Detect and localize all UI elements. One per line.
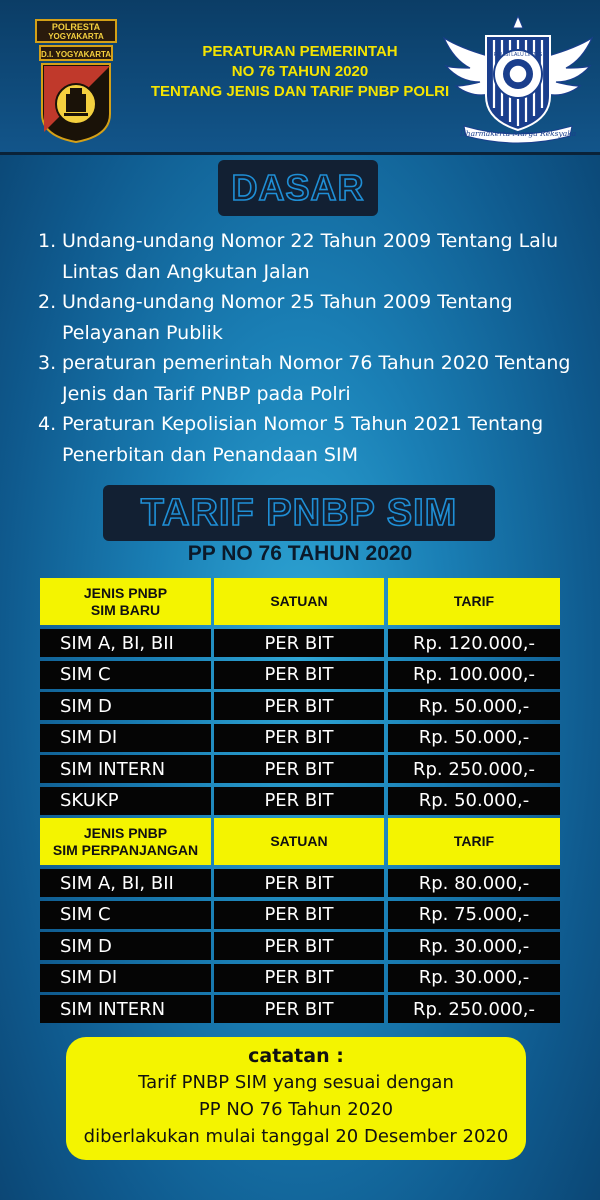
- header-title-line: TENTANG JENIS DAN TARIF PNBP POLRI: [150, 83, 450, 100]
- dasar-heading-box: [218, 160, 378, 216]
- table-cell-tarif: Rp. 30.000,-: [388, 932, 560, 960]
- table-header-cell: TARIF: [388, 578, 560, 625]
- left-logo-line1: POLRESTA: [51, 22, 101, 32]
- dasar-item-number: 4.: [38, 413, 57, 435]
- header-title-line: NO 76 TAHUN 2020: [231, 63, 369, 80]
- dasar-item-number: 1.: [38, 230, 57, 252]
- table-cell-jenis: SIM A, BI, BII: [40, 629, 211, 657]
- left-logo-line3: D.I. YOGYAKARTA: [40, 50, 112, 59]
- table-cell-satuan: PER BIT: [214, 995, 384, 1023]
- table-cell-jenis: SIM DI: [40, 964, 211, 992]
- table-cell-jenis: SIM A, BI, BII: [40, 869, 211, 897]
- dasar-item: [38, 409, 578, 470]
- catatan-line: PP NO 76 Tahun 2020: [198, 1099, 394, 1120]
- table-header-cell: SATUAN: [214, 578, 384, 625]
- catatan-line: Tarif PNBP SIM yang sesuai dengan: [138, 1072, 454, 1093]
- dasar-item: [38, 287, 578, 348]
- table-cell-tarif: Rp. 100.000,-: [388, 661, 560, 689]
- dasar-item: [38, 348, 578, 409]
- table-cell-satuan: PER BIT: [214, 869, 384, 897]
- dasar-item-text: Undang-undang Nomor 25 Tahun 2009 Tentang Pelayanan Publik: [62, 291, 513, 344]
- table-cell-satuan: PER BIT: [214, 724, 384, 752]
- table-cell-tarif: Rp. 50.000,-: [388, 787, 560, 815]
- table-cell-jenis: SIM C: [40, 661, 211, 689]
- header-banner: [0, 0, 600, 155]
- polresta-yogyakarta-badge-icon: [30, 14, 122, 144]
- table-cell-tarif: Rp. 30.000,-: [388, 964, 560, 992]
- dasar-item: [38, 226, 578, 287]
- table-cell-tarif: Rp. 80.000,-: [388, 869, 560, 897]
- table-cell-jenis: SIM D: [40, 692, 211, 720]
- catatan-box: [66, 1037, 526, 1160]
- table-cell-tarif: Rp. 75.000,-: [388, 901, 560, 929]
- table-cell-tarif: Rp. 250.000,-: [388, 995, 560, 1023]
- table-cell-jenis: SIM INTERN: [40, 995, 211, 1023]
- table-cell-jenis: SIM C: [40, 901, 211, 929]
- table-cell-tarif: Rp. 120.000,-: [388, 629, 560, 657]
- polisi-lalu-lintas-emblem-icon: [440, 8, 596, 148]
- dasar-item-text: Undang-undang Nomor 22 Tahun 2009 Tentang Lalu Lintas dan Angkutan Jalan: [62, 230, 559, 283]
- right-logo-ring-text: POLISI LALU LINTAS: [493, 52, 543, 58]
- table-cell-jenis: SIM INTERN: [40, 755, 211, 783]
- table-header-cell: TARIF: [388, 818, 560, 865]
- table-cell-satuan: PER BIT: [214, 964, 384, 992]
- table-cell-tarif: Rp. 50.000,-: [388, 692, 560, 720]
- right-logo-motto: Dharmakerta Marga Reksyaka: [459, 129, 577, 138]
- catatan-title: catatan :: [248, 1045, 344, 1067]
- table-cell-satuan: PER BIT: [214, 661, 384, 689]
- dasar-item-number: 2.: [38, 291, 57, 313]
- dasar-list: [38, 226, 578, 470]
- dasar-heading: DASAR: [231, 167, 365, 208]
- table-cell-satuan: PER BIT: [214, 692, 384, 720]
- table-cell-satuan: PER BIT: [214, 787, 384, 815]
- table-cell-satuan: PER BIT: [214, 629, 384, 657]
- table-cell-satuan: PER BIT: [214, 932, 384, 960]
- left-logo-line2: YOGYAKARTA: [48, 32, 104, 41]
- table-cell-jenis: SIM DI: [40, 724, 211, 752]
- header-title-line: PERATURAN PEMERINTAH: [202, 43, 398, 60]
- table-header-cell: JENIS PNBP SIM PERPANJANGAN: [40, 818, 211, 865]
- table-header-cell: JENIS PNBP SIM BARU: [40, 578, 211, 625]
- table-header-cell: SATUAN: [214, 818, 384, 865]
- catatan-line: diberlakukan mulai tanggal 20 Desember 2020: [83, 1126, 509, 1147]
- table-cell-tarif: Rp. 250.000,-: [388, 755, 560, 783]
- table-cell-satuan: PER BIT: [214, 901, 384, 929]
- header-title: [140, 42, 460, 102]
- dasar-item-text: Peraturan Kepolisian Nomor 5 Tahun 2021 Tentang Penerbitan dan Penandaan SIM: [62, 413, 544, 466]
- tarif-subtitle: PP NO 76 TAHUN 2020: [187, 542, 413, 565]
- dasar-item-number: 3.: [38, 352, 57, 374]
- table-cell-jenis: SIM D: [40, 932, 211, 960]
- dasar-item-text: peraturan pemerintah Nomor 76 Tahun 2020 Tentang Jenis dan Tarif PNBP pada Polri: [62, 352, 571, 405]
- table-cell-satuan: PER BIT: [214, 755, 384, 783]
- tarif-heading-box: [103, 485, 495, 541]
- table-cell-tarif: Rp. 50.000,-: [388, 724, 560, 752]
- tarif-heading: TARIF PNBP SIM: [140, 492, 458, 534]
- table-cell-jenis: SKUKP: [40, 787, 211, 815]
